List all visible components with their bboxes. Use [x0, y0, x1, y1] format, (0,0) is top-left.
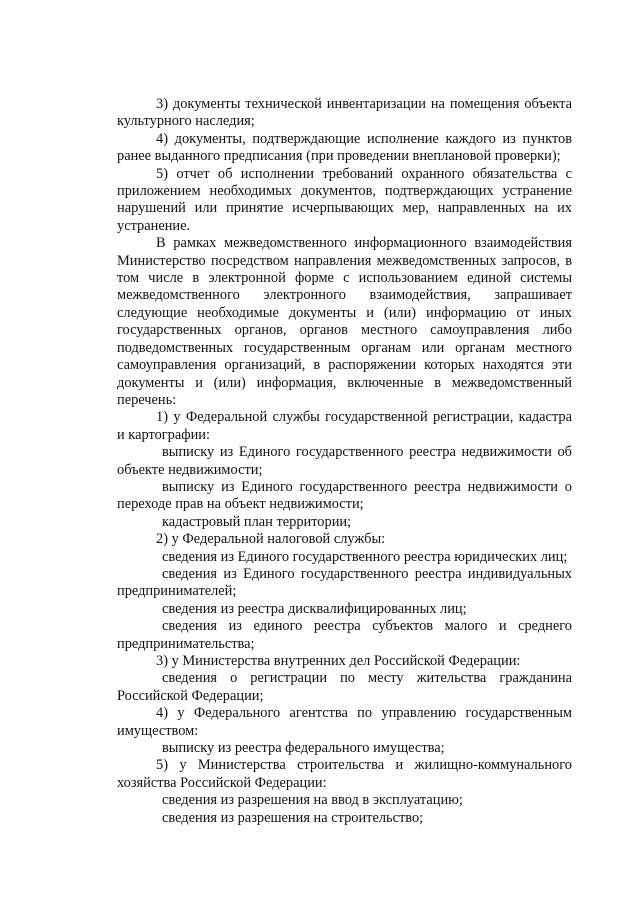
paragraph-egrn-extract-transfer: выписку из Единого государственного реестра недвижимости о переходе прав на объект недвижимости; [117, 478, 572, 513]
paragraph-egrip: сведения из Единого государственного реестра индивидуальных предпринимателей; [117, 565, 572, 600]
paragraph-disqualified: сведения из реестра дисквалифицированных лиц; [162, 600, 467, 617]
paragraph-rosreestr: 1) у Федеральной службы государственной регистрации, кадастра и картографии: [117, 409, 572, 443]
paragraph-commissioning-permit: сведения из разрешения на ввод в эксплуатацию; [162, 792, 463, 809]
paragraph-mvd: 3) у Министерства внутренних дел Российской Федерации: [156, 653, 521, 669]
paragraph-rosimushchestvo: 4) у Федерального агентства по управлению государственным имуществом: [117, 705, 572, 739]
paragraph-item-4-prescription-docs: 4) документы, подтверждающие исполнение каждого из пунктов ранее выданного предписания (при проведении внеплановой проверки); [117, 130, 572, 165]
paragraph-residence-registration: сведения о регистрации по месту жительства гражданина Российской Федерации; [117, 670, 572, 704]
paragraph-interagency-cooperation: В рамках межведомственного информационного взаимодействия Министерство посредством направления межведомственных запросов, в том числе в электронной форме с использованием единой системы межведомственного электронного взаимодействия, запрашивает следующие необходимые документы и (или) информацию от иных государственных органов, органов местного самоуправления либо подведомственных государственным органам или органам местного самоуправления организаций, в распоряжении которых находятся эти документы и (или) информация, включенные в межведомственный перечень: [117, 235, 572, 408]
paragraph-item-3-inventory-docs: 3) документы технической инвентаризации на помещения объекта культурного наследия; [117, 96, 572, 130]
paragraph-egrul: сведения из Единого государственного реестра юридических лиц; [162, 548, 568, 565]
paragraph-egrn-extract-object: выписку из Единого государственного реестра недвижимости об объекте недвижимости; [117, 444, 572, 478]
paragraph-minstroy: 5) у Министерства строительства и жилищно-коммунального хозяйства Российской Федерации: [117, 757, 572, 791]
paragraph-item-5-report: 5) отчет об исполнении требований охранного обязательства с приложением необходимых документов, подтверждающих устранение нарушений или принятие исчерпывающих мер, направленных на их устранение. [117, 165, 572, 234]
paragraph-sme-registry: сведения из единого реестра субъектов малого и среднего предпринимательства; [117, 618, 572, 652]
paragraph-tax-service: 2) у Федеральной налоговой службы: [156, 531, 386, 548]
document-body [117, 96, 572, 827]
paragraph-federal-property-extract: выписку из реестра федерального имущества; [162, 740, 445, 757]
paragraph-cadastral-plan: кадастровый план территории; [162, 513, 352, 530]
paragraph-construction-permit: сведения из разрешения на строительство; [162, 809, 424, 826]
